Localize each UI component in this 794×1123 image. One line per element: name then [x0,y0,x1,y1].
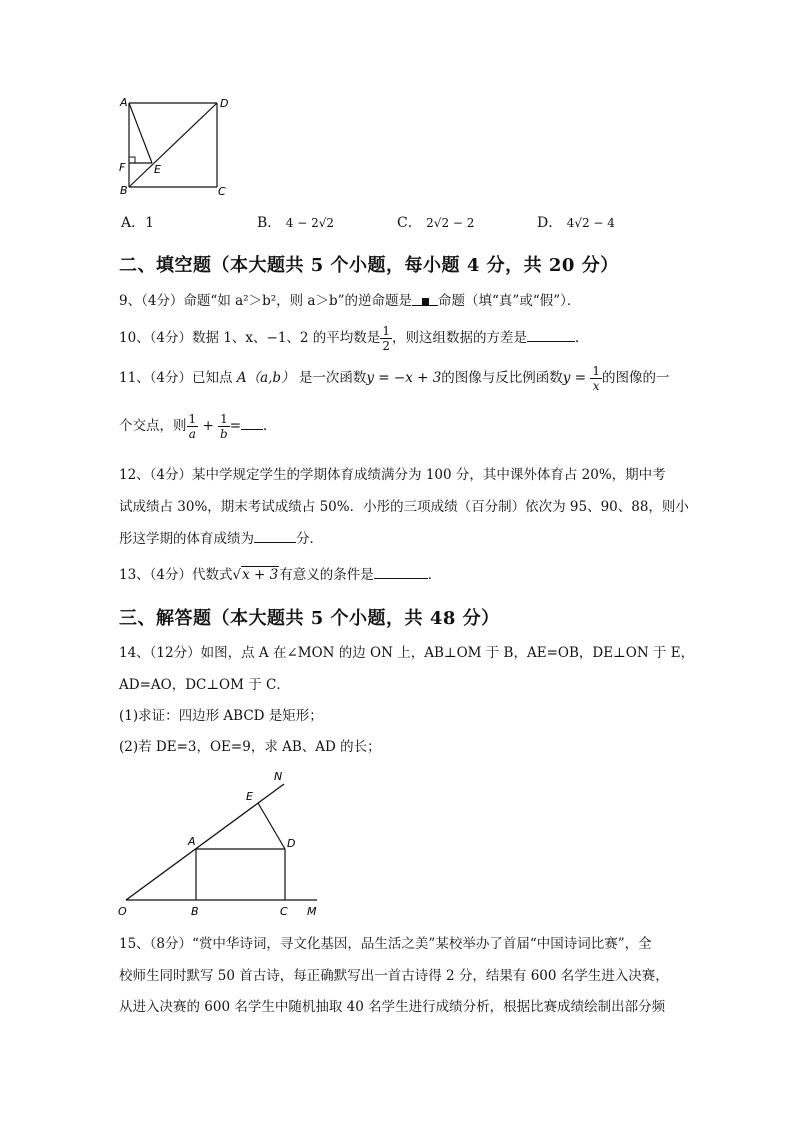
label-e: E [154,163,161,176]
q13-number: 13、（4分） [119,567,193,583]
diagonal-bd [129,103,217,187]
q11-point: A（a,b） [236,370,295,386]
label-b: B [191,905,199,918]
square-figure [112,95,237,200]
q11-text-d: 的图像的一 [601,370,670,386]
question-10 [119,324,588,353]
q13-text-b: 有意义的条件是 [279,567,374,583]
q9-text-b: 命题（填“真”或“假”）． [438,293,581,309]
option-b-expr: 4 − 2√2 [285,216,334,230]
option-d-expr: 4√2 − 4 [566,216,615,230]
q10-number: 10、（4分） [119,330,193,346]
label-c: C [280,905,288,918]
q15-number: 15、（8分） [119,936,193,952]
question-11-line1 [119,364,669,393]
q9-number: 9、（4分） [119,293,184,309]
option-d-label: D． [537,215,563,231]
label-c: C [218,185,226,198]
q12-number: 12、（4分） [119,467,193,483]
option-c-label: C． [397,215,422,231]
q11-number: 11、（4分） [119,370,193,386]
question-14-part2: (2)若 DE=3，OE=9，求 AB、AD 的长； [119,739,381,755]
option-b-label: B． [257,215,282,231]
label-d: D [220,97,229,110]
question-12-line3 [119,528,323,549]
q11-inv-lhs: y = [562,370,587,386]
question-12-line1 [119,465,666,485]
question-15-line3: 从进入决赛的 600 名学生中随机抽取 40 名学生进行成绩分析，根据比赛成绩绘制出部分频 [119,999,666,1015]
q9-answer-blank[interactable] [412,291,438,306]
label-f: F [119,161,126,174]
segment-de [258,803,285,849]
q10-text-c: ． [574,330,589,346]
q10-text-b: ，则这组数据的方差是 [391,330,527,346]
question-13 [119,564,441,585]
q10-fraction: $\frac{1}{2}$ [382,324,390,353]
q11-inverse-fraction: $\frac{1}{x}$ [592,364,600,393]
label-n: N [274,770,283,783]
q10-text-a: 数据 1、x、−1、2 的平均数是 [192,330,381,346]
q12-line3-a: 彤这学期的体育成绩为 [119,531,254,547]
question-15-line1 [119,934,652,954]
label-a: A [188,835,196,848]
q11-text-a: 已知点 [192,370,233,386]
angle-figure [112,765,337,925]
option-c[interactable] [397,212,474,232]
q11-linear: y = −x + 3 [366,370,442,386]
option-d[interactable] [537,212,615,232]
q14-line1: 如图，点 A 在∠MON 的边 ON 上，AB⊥OM 于 B，AE=OB，DE⊥ON 于 E， [200,645,695,661]
square-icon [422,298,429,305]
q15-line1: “赏中华诗词，寻文化基因，品生活之美”某校举办了首届“中国诗词比赛”，全 [192,936,652,952]
q11-fraction-b: $\frac{1}{b}$ [220,412,228,441]
q13-end: ． [427,567,442,583]
option-a[interactable]: A．1 [121,215,155,231]
option-b[interactable] [257,212,334,232]
q11-text-c: 的图像与反比例函数 [441,370,563,386]
q11-equals: = [229,418,242,434]
label-a: A [120,96,128,109]
option-c-expr: 2√2 − 2 [426,216,475,230]
label-m: M [307,905,317,918]
section2-heading: 二、填空题（本大题共 5 个小题，每小题 4 分，共 20 分） [119,255,619,276]
question-14-line2: AD=AO，DC⊥OM 于 C． [119,677,290,693]
q12-line1: 某中学规定学生的学期体育成绩满分为 100 分，其中课外体育占 20%，期中考 [192,467,666,483]
q10-answer-blank[interactable] [527,327,575,342]
q9-text-a: 命题“如 a²＞b²，则 a＞b”的逆命题是 [183,293,413,309]
q11-text-b: 是一次函数 [298,370,367,386]
q13-answer-blank[interactable] [374,564,428,579]
label-e: E [246,790,253,803]
sqrt-icon: √ [232,567,242,583]
q11-answer-blank[interactable] [241,415,263,430]
q12-line3-b: 分． [296,531,323,547]
q13-sqrt-expr: x + 3 [242,567,279,583]
right-angle-mark [129,157,135,163]
ray-on [126,784,284,900]
label-o: O [118,905,127,918]
question-12-line2: 试成绩占 30%，期末考试成绩占 50%．小彤的三项成绩（百分制）依次为 95、90、88，则小 [119,499,689,515]
q11-end: ． [263,418,277,434]
question-15-line2: 校师生同时默写 50 首古诗，每正确默写出一首古诗得 2 分，结果有 600 名学生进入决赛， [119,968,669,984]
segment-ae [129,103,152,163]
q14-number: 14、（12分） [119,645,201,661]
q11-fraction-a: $\frac{1}{a}$ [188,412,197,441]
section3-heading: 三、解答题（本大题共 5 个小题，共 48 分） [119,608,500,629]
question-14-part1: (1)求证：四边形 ABCD 是矩形； [119,708,323,724]
question-9 [119,291,580,311]
question-11-line2 [119,412,277,441]
q11-line2-text: 个交点，则 [119,418,187,434]
q11-plus: + [202,418,214,434]
q13-text-a: 代数式 [192,567,233,583]
q12-answer-blank[interactable] [254,528,296,543]
label-b: B [120,184,128,197]
label-d: D [287,837,296,850]
question-14-line1 [119,643,694,663]
